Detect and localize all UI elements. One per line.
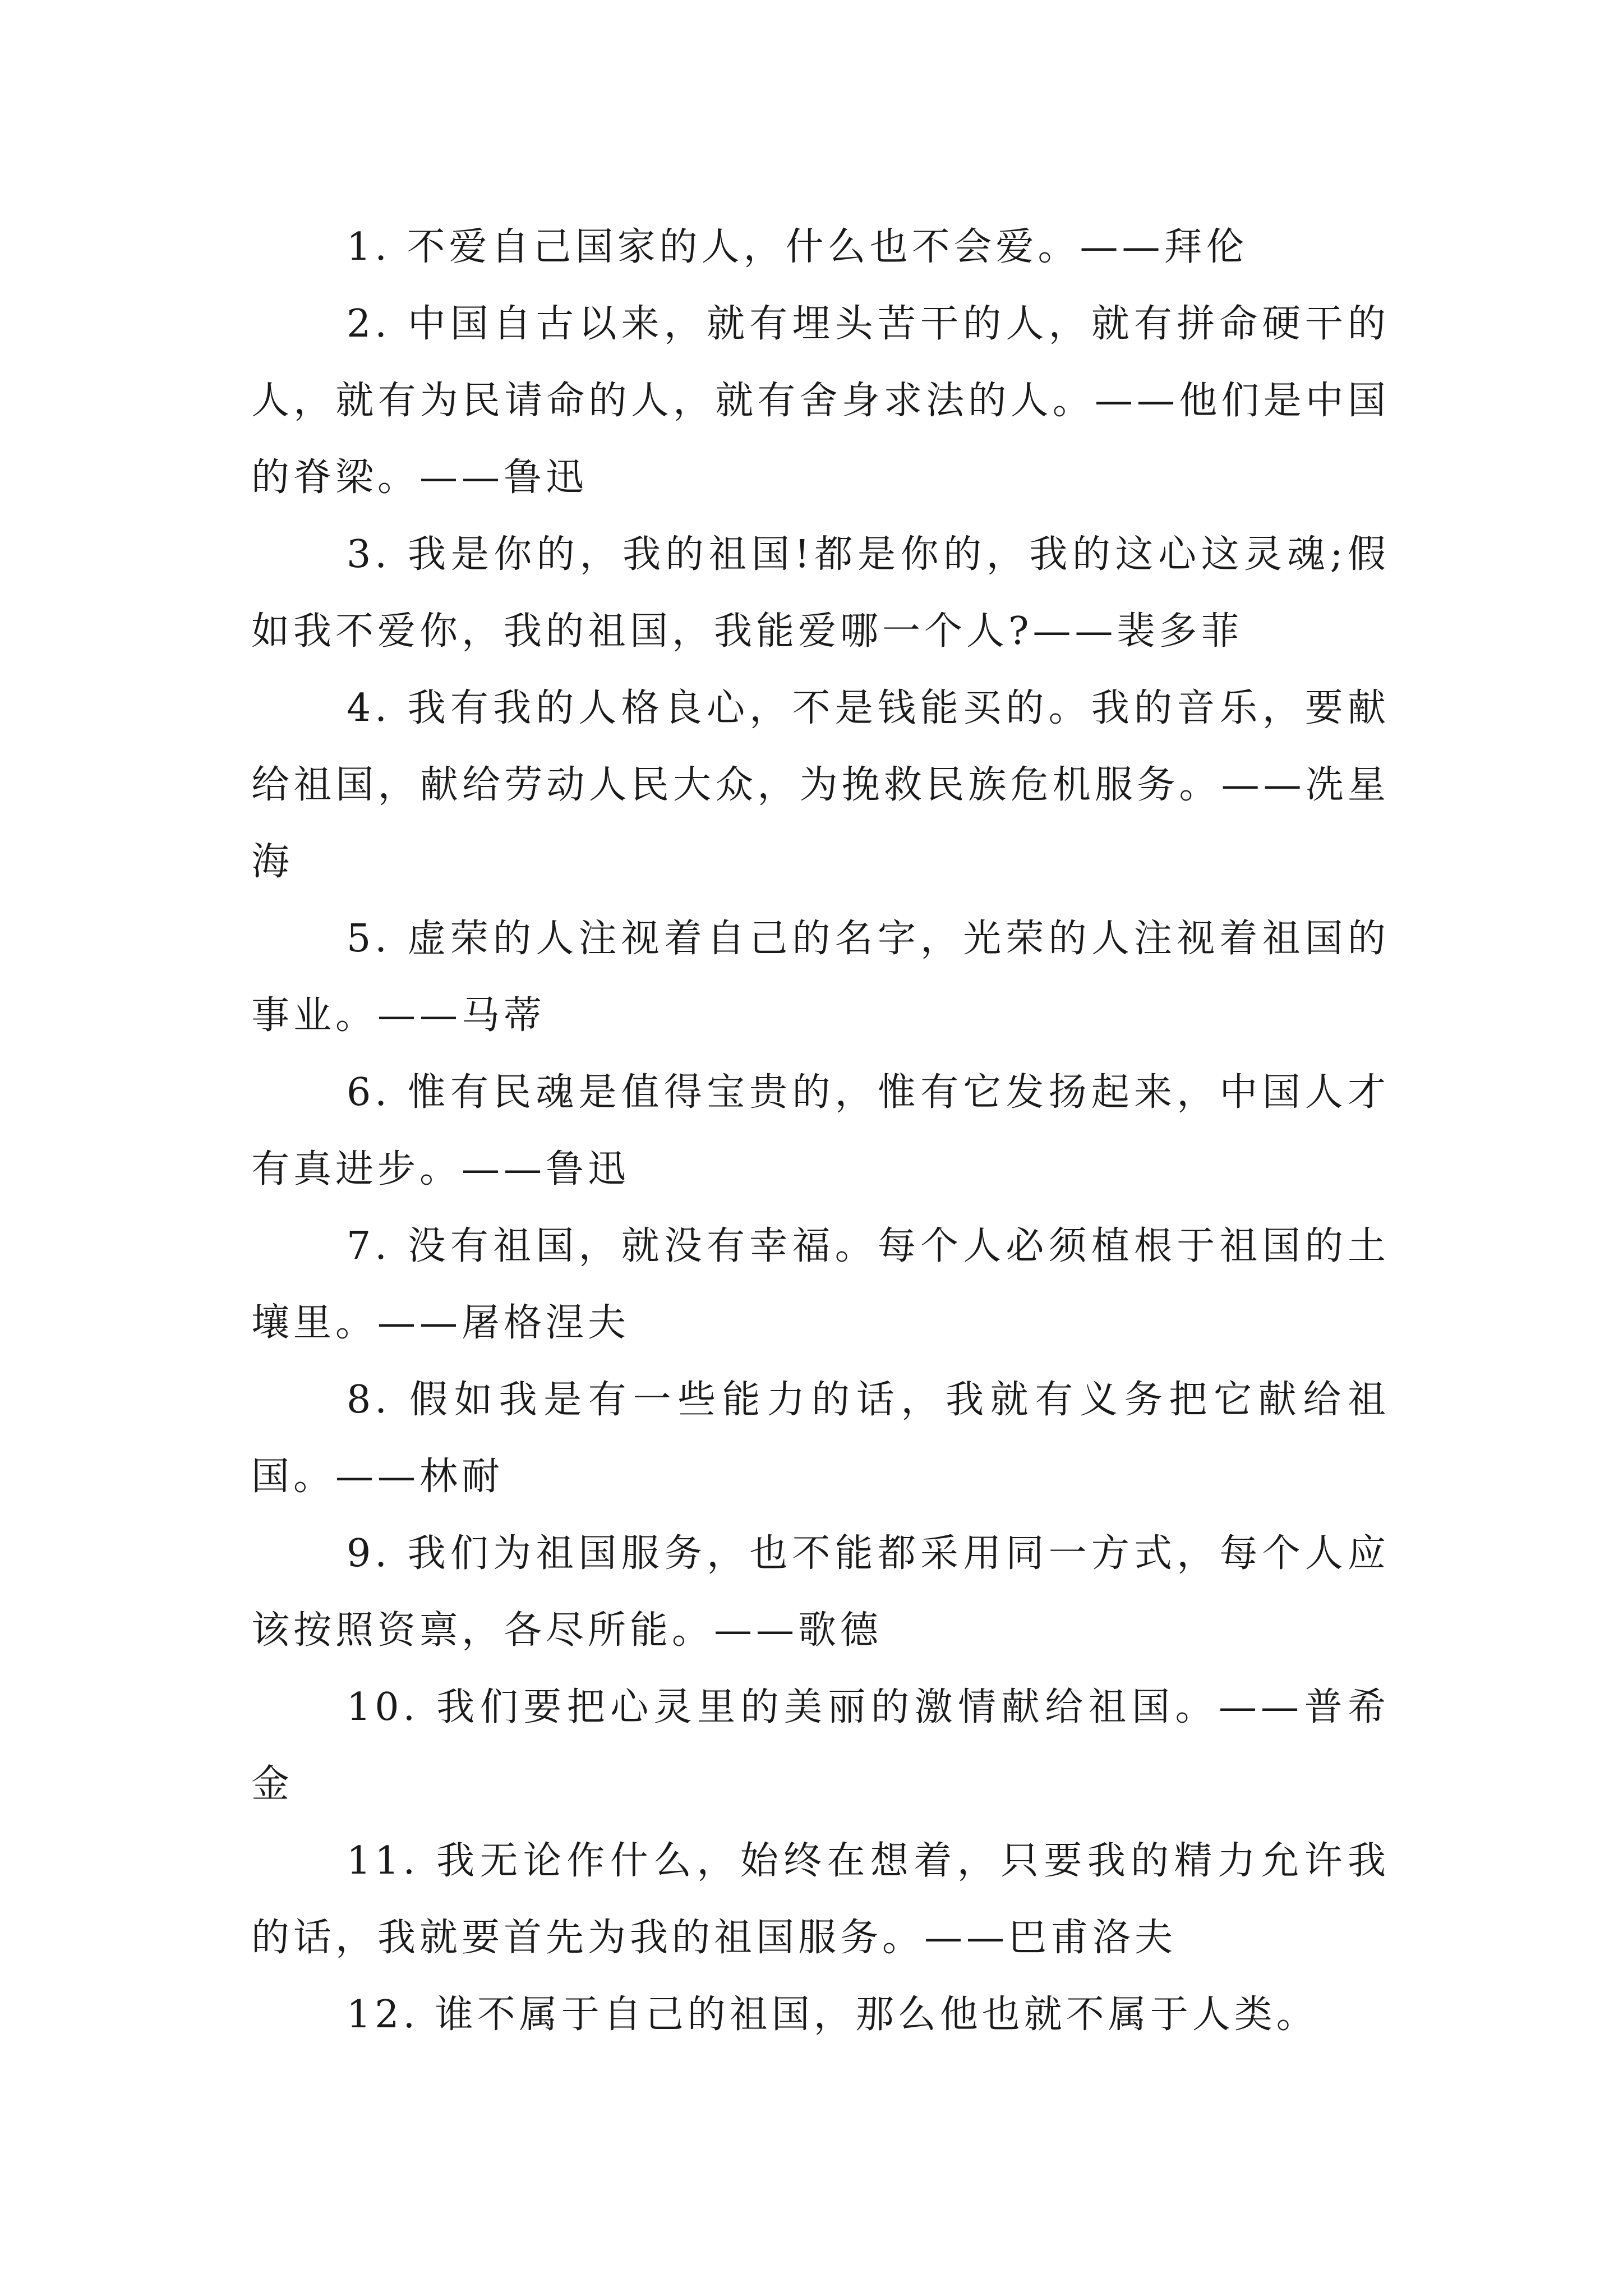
- quote-text: 中国自古以来，就有埋头苦干的人，就有拼命硬干的人，就有为民请命的人，就有舍身求法的人。——他们是中国的脊梁。——鲁迅: [251, 302, 1390, 500]
- quote-text: 我是你的，我的祖国!都是你的，我的这心这灵魂;假如我不爱你，我的祖国，我能爱哪一个人?——裴多菲: [251, 532, 1390, 654]
- quote-text: 惟有民魂是值得宝贵的，惟有它发扬起来，中国人才有真进步。——鲁迅: [251, 1070, 1390, 1191]
- quote-number: 8.: [347, 1378, 391, 1422]
- quote-text: 我们为祖国服务，也不能都采用同一方式，每个人应该按照资禀，各尽所能。——歌德: [251, 1531, 1390, 1653]
- quote-text: 假如我是有一些能力的话，我就有义务把它献给祖国。——林耐: [251, 1378, 1390, 1499]
- quote-list: [251, 209, 1390, 2053]
- quote-text: 我无论作什么，始终在想着，只要我的精力允许我的话，我就要首先为我的祖国服务。——巴甫洛夫: [251, 1839, 1390, 1960]
- quote-number: 7.: [347, 1224, 391, 1268]
- quote-text: 谁不属于自己的祖国，那么他也就不属于人类。: [435, 1993, 1318, 2037]
- quote-number: 3.: [347, 532, 391, 577]
- quote-item: [251, 670, 1390, 900]
- quote-item: [251, 209, 1390, 286]
- quote-item: [251, 1054, 1390, 1208]
- quote-item: [251, 1361, 1390, 1515]
- quote-item: [251, 900, 1390, 1054]
- quote-number: 2.: [347, 302, 391, 346]
- quote-number: 1.: [347, 225, 391, 269]
- quote-item: [251, 1208, 1390, 1361]
- quote-text: 没有祖国，就没有幸福。每个人必须植根于祖国的土壤里。——屠格涅夫: [251, 1224, 1390, 1345]
- quote-item: [251, 1823, 1390, 1976]
- quote-number: 10.: [347, 1685, 419, 1729]
- quote-text: 我有我的人格良心，不是钱能买的。我的音乐，要献给祖国，献给劳动人民大众，为挽救民族危机服务。——冼星海: [251, 686, 1390, 884]
- quote-item: [251, 286, 1390, 516]
- quote-number: 6.: [347, 1070, 391, 1115]
- quote-item: [251, 516, 1390, 670]
- quote-text: 不爱自己国家的人，什么也不会爱。——拜伦: [407, 225, 1248, 269]
- quote-item: [251, 1669, 1390, 1823]
- quote-item: [251, 1515, 1390, 1669]
- quote-text: 我们要把心灵里的美丽的激情献给祖国。——普希金: [251, 1685, 1390, 1806]
- quote-number: 4.: [347, 686, 391, 730]
- quote-number: 12.: [347, 1993, 419, 2037]
- quote-item: [251, 1976, 1390, 2053]
- quote-number: 5.: [347, 917, 391, 961]
- quote-number: 9.: [347, 1531, 391, 1576]
- quote-number: 11.: [347, 1839, 419, 1883]
- quote-text: 虚荣的人注视着自己的名字，光荣的人注视着祖国的事业。——马蒂: [251, 917, 1390, 1038]
